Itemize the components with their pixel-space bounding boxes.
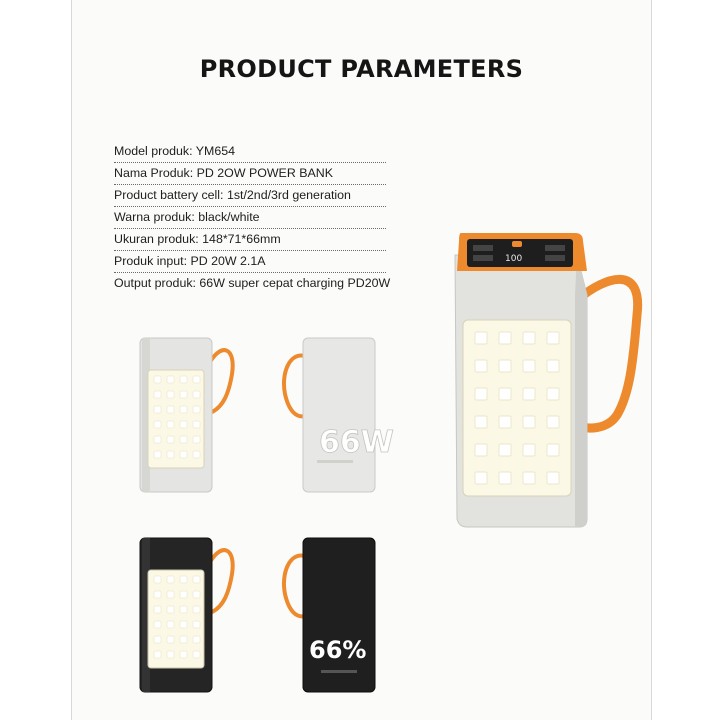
led-dot xyxy=(180,451,187,458)
led-dot xyxy=(193,406,200,413)
led-dot xyxy=(154,436,161,443)
param-battery-cell: Product battery cell: 1st/2nd/3rd generation xyxy=(114,186,386,207)
led-dot xyxy=(475,360,487,372)
led-dot xyxy=(180,421,187,428)
white-back-badge: 66W xyxy=(319,425,394,460)
param-size: Ukuran produk: 148*71*66mm xyxy=(114,230,386,251)
led-dot xyxy=(180,591,187,598)
led-dot xyxy=(547,444,559,456)
led-dot xyxy=(475,444,487,456)
power-bank-white-back-icon xyxy=(267,334,394,496)
param-color: Warna produk: black/white xyxy=(114,208,386,229)
led-dot xyxy=(154,421,161,428)
led-dot xyxy=(193,421,200,428)
led-dot xyxy=(154,451,161,458)
parameter-list xyxy=(114,142,391,295)
led-dot xyxy=(523,332,535,344)
led-dot xyxy=(154,606,161,613)
led-dot xyxy=(547,388,559,400)
led-dot xyxy=(180,636,187,643)
led-dot xyxy=(154,376,161,383)
led-dot xyxy=(180,406,187,413)
param-name: Nama Produk: PD 2OW POWER BANK xyxy=(114,164,386,185)
led-dot xyxy=(475,388,487,400)
led-dot xyxy=(167,436,174,443)
led-dot xyxy=(499,360,511,372)
led-dot xyxy=(180,436,187,443)
led-dot xyxy=(547,416,559,428)
led-dot xyxy=(475,416,487,428)
led-dot xyxy=(499,416,511,428)
led-dot xyxy=(499,472,511,484)
led-dot xyxy=(180,651,187,658)
led-dot xyxy=(167,391,174,398)
led-dot xyxy=(180,391,187,398)
param-model: Model produk: YM654 xyxy=(114,142,386,163)
led-dot xyxy=(193,391,200,398)
led-dot xyxy=(523,388,535,400)
led-dot xyxy=(193,591,200,598)
led-dot xyxy=(154,591,161,598)
led-dot xyxy=(193,436,200,443)
led-dot xyxy=(154,651,161,658)
led-dot xyxy=(499,388,511,400)
power-bank-hero-icon xyxy=(437,225,647,535)
led-dot xyxy=(547,360,559,372)
led-dot xyxy=(193,651,200,658)
led-dot xyxy=(167,406,174,413)
led-dot xyxy=(167,651,174,658)
led-dot xyxy=(167,591,174,598)
power-bank-black-back-icon xyxy=(267,534,382,696)
led-dot xyxy=(154,621,161,628)
led-dot xyxy=(167,421,174,428)
page-title: PRODUCT PARAMETERS xyxy=(199,55,524,83)
led-dot xyxy=(154,391,161,398)
led-dot xyxy=(167,451,174,458)
led-dot xyxy=(523,360,535,372)
param-input: Produk input: PD 20W 2.1A xyxy=(114,252,386,273)
led-dot xyxy=(523,472,535,484)
led-dot xyxy=(154,406,161,413)
led-dot xyxy=(523,416,535,428)
led-dot xyxy=(547,472,559,484)
black-back-percent: 66% xyxy=(309,636,367,664)
led-dot xyxy=(167,606,174,613)
led-dot xyxy=(167,376,174,383)
led-dot xyxy=(499,444,511,456)
led-dot xyxy=(193,376,200,383)
led-dot xyxy=(499,332,511,344)
led-dot xyxy=(193,606,200,613)
led-dot xyxy=(180,376,187,383)
product-sheet xyxy=(71,0,652,720)
led-dot xyxy=(193,621,200,628)
led-dot xyxy=(193,576,200,583)
led-dot xyxy=(180,576,187,583)
led-dot xyxy=(523,444,535,456)
power-bank-white-front-icon xyxy=(132,334,262,496)
led-dot xyxy=(154,636,161,643)
led-dot xyxy=(167,576,174,583)
led-dot xyxy=(193,636,200,643)
param-output: Output produk: 66W super cepat charging PD20W xyxy=(114,276,391,290)
led-dot xyxy=(547,332,559,344)
led-dot xyxy=(180,621,187,628)
led-dot xyxy=(167,636,174,643)
led-dot xyxy=(154,576,161,583)
power-bank-black-front-icon xyxy=(132,534,262,696)
led-dot xyxy=(180,606,187,613)
led-dot xyxy=(193,451,200,458)
led-dot xyxy=(167,621,174,628)
led-dot xyxy=(475,332,487,344)
display-readout: 100 xyxy=(505,254,523,264)
led-dot xyxy=(475,472,487,484)
